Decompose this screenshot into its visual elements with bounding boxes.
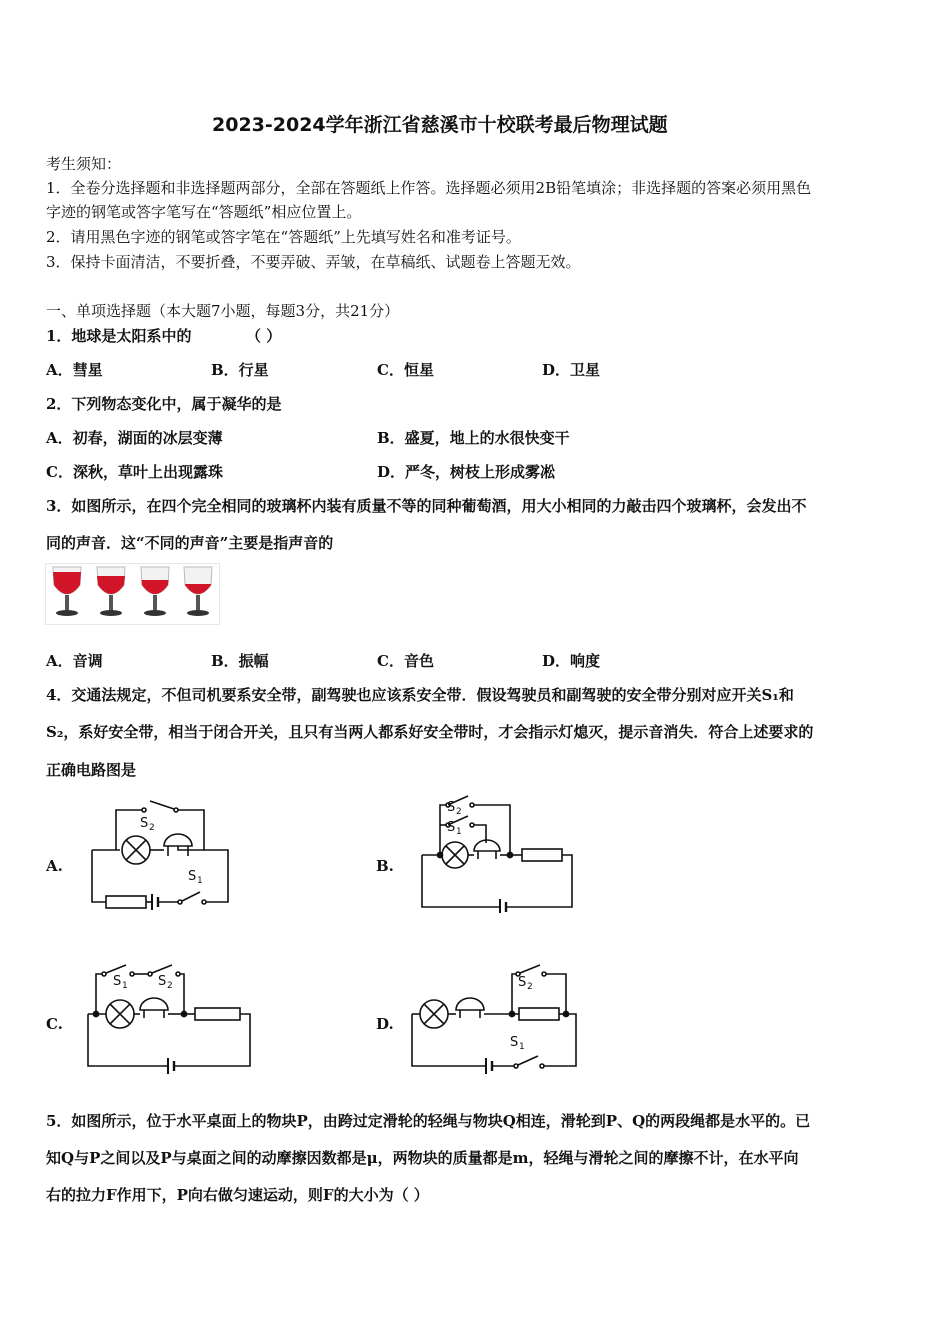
circuit-diagram-d bbox=[404, 962, 584, 1080]
circuit-b-s1-label: S bbox=[447, 820, 456, 835]
notice-line-1a: 1．全卷分选择题和非选择题两部分，全部在答题纸上作答。选择题必须用2B铅笔填涂；非选择题的答案必须用黑色 bbox=[46, 179, 812, 197]
question-4-stem-line3: 正确电路图是 bbox=[46, 761, 137, 779]
q1-option-a: A．彗星 bbox=[46, 361, 103, 379]
question-3-stem-line1: 3．如图所示，在四个完全相同的玻璃杯内装有质量不等的同种葡萄酒，用大小相同的力敲击四个玻璃杯，会发出不 bbox=[46, 497, 807, 515]
circuit-b-label: B. bbox=[376, 857, 394, 875]
circuit-d-s2-subscript: 2 bbox=[527, 982, 533, 992]
circuit-b-s2-label: S bbox=[447, 800, 456, 815]
circuit-d-s1-label: S bbox=[510, 1035, 519, 1050]
question-4-stem-line1: 4．交通法规定，不但司机要系安全带，副驾驶也应该系安全带．假设驾驶员和副驾驶的安全带分别对应开关S₁和 bbox=[46, 686, 794, 704]
question-5-stem-line3: 右的拉力F作用下，P向右做匀速运动，则F的大小为（ ） bbox=[46, 1186, 429, 1204]
circuit-diagram-a bbox=[80, 800, 240, 915]
circuit-c-s1-subscript: 1 bbox=[122, 981, 128, 991]
question-1-blank: （ ） bbox=[246, 327, 282, 345]
q1-option-b: B．行星 bbox=[211, 361, 269, 379]
notice-line-2: 2．请用黑色字迹的钢笔或答字笔在“答题纸”上先填写姓名和准考证号。 bbox=[46, 228, 521, 246]
circuit-a-s1-subscript: 1 bbox=[197, 876, 203, 886]
circuit-diagram-c bbox=[80, 962, 255, 1077]
circuit-a-s2-subscript: 2 bbox=[149, 823, 155, 833]
circuit-c-s2-label: S bbox=[158, 974, 167, 989]
notice-line-3: 3．保持卡面清洁，不要折叠，不要弄破、弄皱，在草稿纸、试题卷上答题无效。 bbox=[46, 253, 581, 271]
page-title: 2023-2024学年浙江省慈溪市十校联考最后物理试题 bbox=[212, 114, 668, 136]
question-1-stem: 1．地球是太阳系中的 bbox=[46, 327, 192, 345]
question-5-stem-line1: 5．如图所示，位于水平桌面上的物块P，由跨过定滑轮的轻绳与物块Q相连，滑轮到P、Q的两段绳都是水平的。已 bbox=[46, 1112, 811, 1130]
notice-heading: 考生须知： bbox=[46, 155, 122, 173]
circuit-a-s2-label: S bbox=[140, 816, 149, 831]
circuit-c-s1-label: S bbox=[113, 974, 122, 989]
q2-option-a: A．初春，湖面的冰层变薄 bbox=[46, 429, 223, 447]
circuit-c-label: C. bbox=[46, 1015, 63, 1033]
circuit-b-s1-subscript: 1 bbox=[456, 827, 462, 837]
q3-option-b: B．振幅 bbox=[211, 652, 269, 670]
q1-option-c: C．恒星 bbox=[377, 361, 434, 379]
q1-option-d: D．卫星 bbox=[542, 361, 601, 379]
q3-option-c: C．音色 bbox=[377, 652, 434, 670]
circuit-b-s2-subscript: 2 bbox=[456, 807, 462, 817]
question-5-stem-line2: 知Q与P之间以及P与桌面之间的动摩擦因数都是μ，两物块的质量都是m，轻绳与滑轮之间的摩擦不计，在水平向 bbox=[46, 1149, 799, 1167]
q2-option-c: C．深秋，草叶上出现露珠 bbox=[46, 463, 223, 481]
notice-line-1b: 字迹的钢笔或答字笔写在“答题纸”相应位置上。 bbox=[46, 203, 362, 221]
circuit-d-label: D. bbox=[376, 1015, 394, 1033]
q3-option-a: A．音调 bbox=[46, 652, 103, 670]
circuit-d-s1-subscript: 1 bbox=[519, 1042, 525, 1052]
circuit-a-label: A. bbox=[46, 857, 63, 875]
circuit-diagram-b bbox=[410, 793, 580, 913]
circuit-c-s2-subscript: 2 bbox=[167, 981, 173, 991]
q3-option-d: D．响度 bbox=[542, 652, 601, 670]
question-2-stem: 2．下列物态变化中，属于凝华的是 bbox=[46, 395, 282, 413]
wine-glasses-figure bbox=[45, 563, 220, 625]
circuit-d-s2-label: S bbox=[518, 975, 527, 990]
q2-option-b: B．盛夏，地上的水很快变干 bbox=[377, 429, 570, 447]
q2-option-d: D．严冬，树枝上形成雾凇 bbox=[377, 463, 556, 481]
section-heading: 一、单项选择题（本大题7小题，每题3分，共21分） bbox=[46, 302, 400, 320]
question-3-stem-line2: 同的声音．这“不同的声音”主要是指声音的 bbox=[46, 534, 334, 552]
question-4-stem-line2: S₂，系好安全带，相当于闭合开关，且只有当两人都系好安全带时，才会指示灯熄灭，提示音消失．符合上述要求的 bbox=[46, 723, 814, 741]
circuit-a-s1-label: S bbox=[188, 869, 197, 884]
